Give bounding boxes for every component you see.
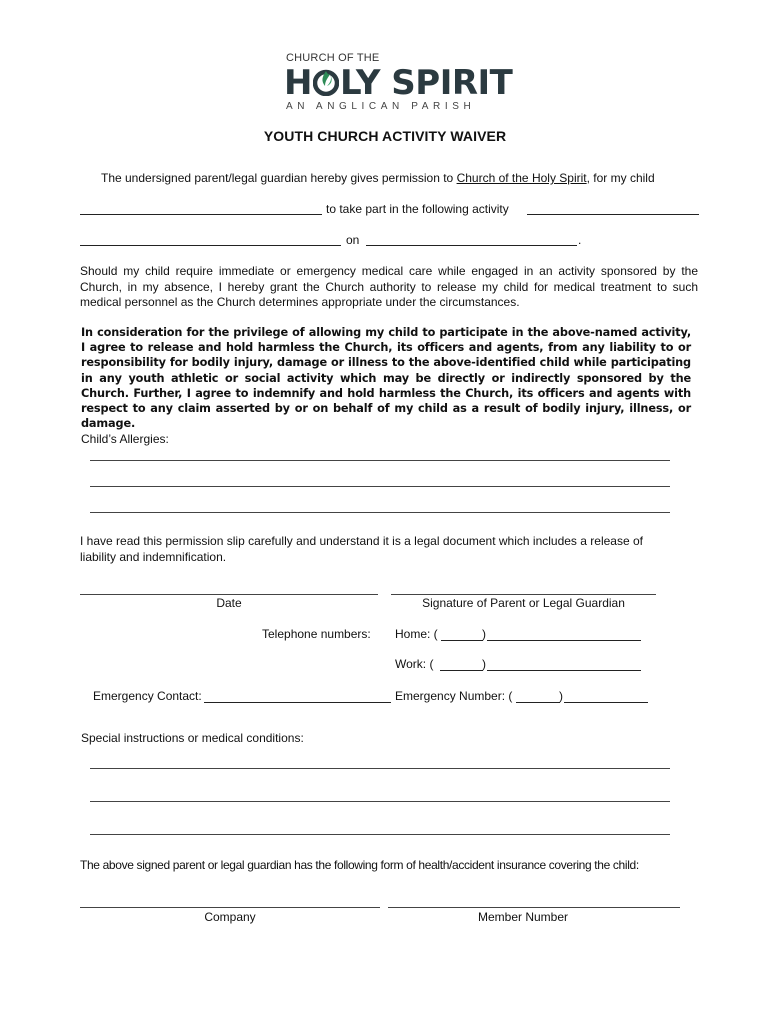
work-phone-field[interactable] [487,670,641,671]
emergency-contact-field[interactable] [204,702,391,703]
special-instructions-label: Special instructions or medical conditions: [81,731,304,745]
special-line-1[interactable] [90,768,670,769]
church-logo [284,52,513,112]
work-close-paren: ) [482,657,486,671]
emergency-contact-label: Emergency Contact: [93,689,202,703]
home-phone-label: Home: ( [395,627,438,641]
emergency-close-paren: ) [559,689,563,703]
activity-field[interactable] [527,214,699,215]
allergies-label: Child’s Allergies: [81,432,169,446]
period-mark: . [578,233,582,247]
emergency-number-label: Emergency Number: ( [395,689,513,703]
logo-top-line: CHURCH OF THE [286,52,380,64]
acknowledgement-paragraph: I have read this permission slip carefully and understand it is a legal document which includes a release of liability and indemnification. [80,534,643,564]
insurance-statement: The above signed parent or legal guardian has the following form of health/accident insurance covering the child: [80,858,639,872]
work-area-code-field[interactable] [440,670,483,671]
company-field[interactable] [80,907,380,908]
company-label: Company [204,910,256,924]
dove-flame-icon [313,68,339,94]
medical-consent-paragraph: Should my child require immediate or emergency medical care while engaged in an activity sponsored by the Church, in my absence, I hereby grant the Church authority to release my child for medical treatment to such medical personnel as the Church determines appropriate under the circumstances. [80,264,698,309]
logo-main-text: H LY SPIRIT [284,63,513,103]
special-line-2[interactable] [90,801,670,802]
activity-description-field[interactable] [80,245,341,246]
emergency-number-field[interactable] [564,702,648,703]
member-number-field[interactable] [388,907,680,908]
allergies-line-2[interactable] [90,486,670,487]
allergies-line-3[interactable] [90,512,670,513]
emergency-area-code-field[interactable] [516,702,560,703]
home-phone-field[interactable] [487,640,641,641]
intro-line: The undersigned parent/legal guardian hereby gives permission to Church of the Holy Spirit, for my child [101,171,655,185]
logo-subtitle: AN ANGLICAN PARISH [286,101,476,112]
home-area-code-field[interactable] [441,640,483,641]
child-name-field[interactable] [80,214,322,215]
special-line-3[interactable] [90,834,670,835]
date-label: Date [216,596,242,610]
church-name: Church of the Holy Spirit [456,171,587,185]
telephone-label: Telephone numbers: [262,627,371,641]
signature-label: Signature of Parent or Legal Guardian [422,596,625,610]
work-phone-label: Work: ( [395,657,434,671]
on-label: on [346,233,360,247]
signature-field[interactable] [391,594,656,595]
home-close-paren: ) [482,627,486,641]
release-indemnity-paragraph: In consideration for the privilege of allowing my child to participate in the above-named activity, I agree to release and hold harmless the Church, its officers and agents, from any liability to or responsibility for bodily injury, damage or illness to the above-identified child while participating in any youth athletic or social activity which may be directly or indirectly sponsored by the Church. Further, I agree to indemnify and hold harmless the Church, its officers and agents with respect to any claim asserted by or on behalf of my child as a result of bodily injury, illness, or damage. [81,326,691,431]
document-title: YOUTH CHURCH ACTIVITY WAIVER [263,128,507,144]
activity-label: to take part in the following activity [326,202,509,216]
member-number-label: Member Number [477,910,569,924]
date-field[interactable] [80,594,378,595]
allergies-line-1[interactable] [90,460,670,461]
activity-date-field[interactable] [366,245,577,246]
